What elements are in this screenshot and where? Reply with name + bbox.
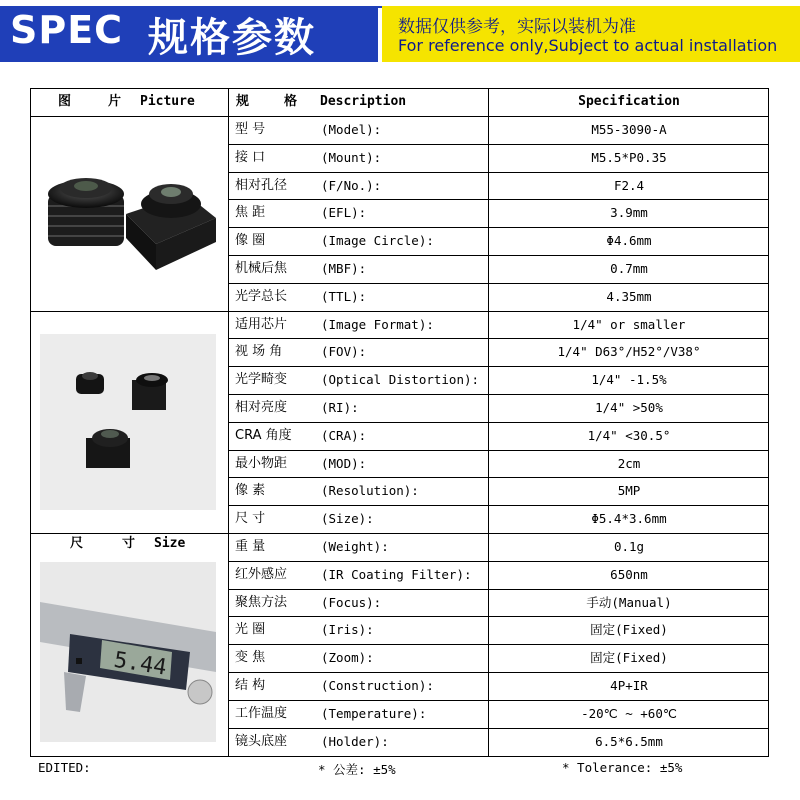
row-description: (Weight):	[321, 539, 389, 554]
row-description: (FOV):	[321, 344, 367, 360]
col-header-picture-cn-2: 片	[108, 94, 122, 109]
camera-lens-icon	[36, 122, 226, 302]
row-name: 型 号	[235, 122, 266, 137]
svg-text:5.44: 5.44	[112, 647, 169, 681]
row-specification: 1/4" D63°/H52°/V38°	[557, 344, 701, 360]
row-name: 相对亮度	[235, 400, 288, 415]
col-header-name-cn-2: 格	[284, 94, 298, 109]
row-specification: 4P+IR	[610, 678, 648, 693]
row-description: (MBF):	[321, 261, 367, 276]
product-photo-caliper	[40, 562, 216, 742]
footer-tolerance-cn: * 公差: ±5%	[318, 762, 396, 777]
size-label-cn-2: 寸	[122, 536, 136, 551]
header-banner	[0, 0, 800, 66]
row-specification: 1/4" <30.5°	[587, 427, 671, 443]
col-header-specification: Specification	[578, 94, 680, 109]
row-description: (Focus):	[321, 594, 382, 610]
row-specification: 0.7mm	[610, 261, 648, 276]
row-specification: -20℃ ~ +60℃	[581, 705, 677, 721]
row-description: (Zoom):	[321, 650, 374, 666]
table-border-left	[30, 88, 31, 756]
row-name: CRA 角度	[235, 427, 292, 443]
row-specification: M55-3090-A	[591, 122, 667, 137]
col-header-description: Description	[320, 94, 407, 109]
title-spec-en: SPEC	[10, 8, 124, 52]
size-label-en: Size	[154, 536, 186, 551]
picture-section-divider	[30, 311, 228, 312]
row-name: 结 构	[235, 678, 266, 693]
row-specification: 1/4" >50%	[595, 400, 663, 415]
row-name: 相对孔径	[235, 177, 288, 193]
row-specification: 650nm	[610, 566, 648, 582]
row-name: 重 量	[235, 539, 266, 554]
row-name: 像 圈	[235, 233, 266, 249]
row-description: (Size):	[321, 511, 374, 527]
row-description: (Mount):	[321, 149, 382, 165]
caliper-icon	[40, 562, 216, 742]
row-name: 焦 距	[235, 205, 266, 221]
row-description: (MOD):	[321, 455, 367, 471]
note-en: For reference only,Subject to actual installation	[398, 36, 778, 55]
row-description: (Iris):	[321, 622, 374, 638]
row-description: (Model):	[321, 122, 382, 137]
col-header-picture-cn-1: 图	[58, 94, 72, 109]
row-description: (EFL):	[321, 205, 367, 221]
row-description: (Optical Distortion):	[321, 372, 480, 388]
footer-tolerance-en: * Tolerance: ±5%	[562, 760, 683, 775]
row-description: (Construction):	[321, 678, 434, 693]
row-description: (IR Coating Filter):	[321, 566, 472, 582]
row-name: 变 焦	[235, 650, 266, 666]
row-name: 视 场 角	[235, 344, 283, 360]
col-header-picture-en: Picture	[140, 94, 195, 109]
col-header-name-cn-1: 规	[236, 94, 250, 109]
footer-edited: EDITED:	[38, 760, 91, 775]
row-specification: 4.35mm	[606, 288, 652, 304]
row-specification: M5.5*P0.35	[591, 149, 667, 165]
row-specification: 固定(Fixed)	[590, 622, 668, 638]
row-specification: 2cm	[617, 455, 641, 471]
row-name: 红外感应	[235, 566, 288, 582]
camera-lens-icon	[40, 334, 216, 510]
product-photo-lens-group	[40, 334, 216, 510]
row-specification: Φ5.4*3.6mm	[591, 511, 667, 527]
row-name: 光学畸变	[235, 372, 288, 388]
row-specification: 5MP	[617, 483, 641, 499]
note-cn: 数据仅供参考，实际以装机为准	[398, 17, 636, 37]
row-name: 最小物距	[235, 455, 288, 471]
row-name: 光学总长	[235, 288, 288, 304]
table-border-right	[768, 88, 769, 756]
row-description: (RI):	[321, 400, 359, 415]
row-name: 尺 寸	[235, 511, 266, 527]
row-specification: 手动(Manual)	[586, 594, 672, 610]
row-specification: 1/4" -1.5%	[591, 372, 667, 388]
row-specification: Φ4.6mm	[606, 233, 652, 249]
row-name: 工作温度	[235, 705, 288, 721]
row-description: (CRA):	[321, 427, 367, 443]
row-specification: F2.4	[613, 177, 645, 193]
row-description: (TTL):	[321, 288, 367, 304]
row-description: (F/No.):	[321, 177, 382, 193]
title-spec-cn: 规格参数	[148, 15, 316, 61]
row-description: (Holder):	[321, 733, 389, 749]
size-label-cn-1: 尺	[70, 536, 84, 551]
row-specification: 1/4" or smaller	[572, 316, 686, 332]
row-name: 接 口	[235, 149, 266, 165]
row-name: 光 圈	[235, 622, 266, 638]
row-description: (Image Format):	[321, 316, 434, 332]
row-name: 机械后焦	[235, 261, 288, 276]
row-specification: 6.5*6.5mm	[595, 733, 663, 749]
product-photo-lens-pair	[36, 122, 226, 302]
table-border-bottom	[30, 756, 769, 757]
row-name: 聚焦方法	[235, 594, 288, 610]
row-name: 镜头底座	[235, 733, 288, 749]
row-name: 像 素	[235, 483, 266, 499]
row-description: (Image Circle):	[321, 233, 434, 249]
row-name: 适用芯片	[235, 316, 288, 332]
row-specification: 0.1g	[613, 539, 645, 554]
row-description: (Resolution):	[321, 483, 419, 499]
row-specification: 固定(Fixed)	[590, 650, 668, 666]
row-specification: 3.9mm	[610, 205, 648, 221]
row-description: (Temperature):	[321, 705, 427, 721]
